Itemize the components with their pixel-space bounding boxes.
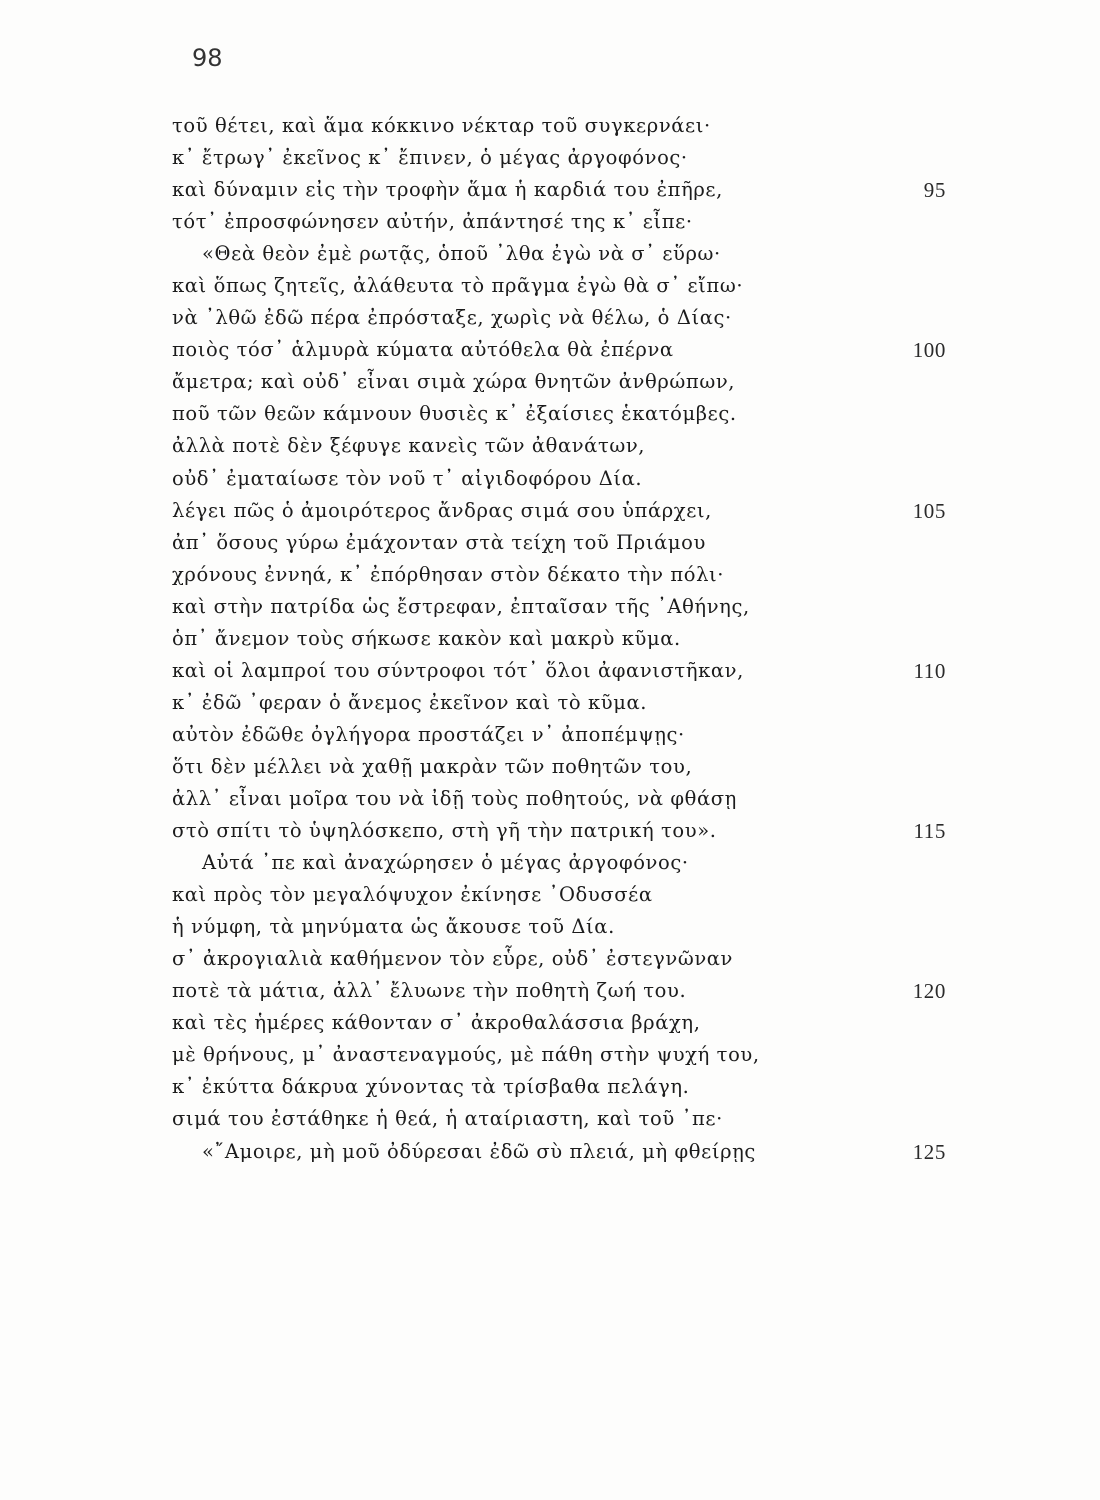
verse-text: ἡ νύμφη, τὰ μηνύματα ὡς ἄκουσε τοῦ Δία. (172, 915, 615, 939)
verse-line (172, 623, 952, 655)
verse-line (172, 911, 952, 943)
verse-line (172, 719, 952, 751)
verse-text: σιμά του ἐστάθηκε ἡ θεά, ἡ αταίριαστη, καὶ τοῦ ᾽πε· (172, 1107, 723, 1131)
verse-line (172, 687, 952, 719)
verse-text: ἀλλὰ ποτὲ δὲν ξέφυγε κανεὶς τῶν ἀθανάτων, (172, 434, 646, 458)
verse-line (172, 334, 952, 366)
verse-line (172, 1007, 952, 1039)
verse-line (172, 366, 952, 398)
verse-text: καὶ δύναμιν εἰς τὴν τροφὴν ἅμα ἡ καρδιά του ἐπῆρε, (172, 178, 723, 202)
verse-text: κ᾽ ἔτρωγ᾽ ἐκεῖνος κ᾽ ἔπινεν, ὁ μέγας ἀργοφόνος· (172, 146, 688, 170)
verse-text: καὶ οἱ λαμπροί του σύντροφοι τότ᾽ ὅλοι ἀφανιστῆκαν, (172, 658, 744, 682)
verse-text: καὶ τὲς ἡμέρες κάθονταν σ᾽ ἀκροθαλάσσια βράχη, (172, 1011, 701, 1035)
line-number: 100 (912, 338, 946, 363)
line-number: 110 (913, 658, 946, 683)
verse-text: ποιὸς τόσ᾽ ἁλμυρὰ κύματα αὐτόθελα θὰ ἐπέρνα (172, 338, 674, 362)
verse-text: καὶ πρὸς τὸν μεγαλόψυχον ἐκίνησε ᾽Οδυσσέα (172, 883, 653, 907)
verse-text: κ᾽ ἐκύττα δάκρυα χύνοντας τὰ τρίσβαθα πελάγη. (172, 1075, 690, 1099)
verse-line (172, 1136, 952, 1168)
verse-text: νὰ ᾽λθῶ ἐδῶ πέρα ἐπρόσταξε, χωρὶς νὰ θέλω, ὁ Δίας· (172, 306, 732, 330)
verse-block (172, 110, 952, 1168)
verse-text: χρόνους ἐννηά, κ᾽ ἐπόρθησαν στὸν δέκατο τὴν πόλι· (172, 562, 725, 586)
verse-text: μὲ θρήνους, μ᾽ ἀναστεναγμούς, μὲ πάθη στὴν ψυχή του, (172, 1043, 760, 1067)
verse-line (172, 783, 952, 815)
verse-text: λέγει πῶς ὁ ἀμοιρότερος ἄνδρας σιμά σου ὑπάρχει, (172, 498, 712, 522)
verse-text: «Θεὰ θεὸν ἐμὲ ρωτᾷς, ὁποῦ ᾽λθα ἐγὼ νὰ σ᾽ εὕρω· (202, 242, 721, 266)
verse-line (172, 110, 952, 142)
verse-line (172, 1039, 952, 1071)
line-number: 125 (912, 1139, 946, 1164)
line-number: 95 (923, 178, 946, 203)
verse-text: σ᾽ ἀκρογιαλιὰ καθήμενον τὸν εὗρε, οὐδ᾽ ἐστεγνῶναν (172, 947, 733, 971)
verse-text: ὅτι δὲν μέλλει νὰ χαθῇ μακρὰν τῶν ποθητῶν του, (172, 754, 693, 778)
verse-line (172, 1071, 952, 1103)
verse-text: ὁπ᾽ ἄνεμον τοὺς σήκωσε κακὸν καὶ μακρὺ κῦμα. (172, 626, 681, 650)
verse-line (172, 1103, 952, 1135)
verse-line (172, 238, 952, 270)
line-number: 120 (912, 979, 946, 1004)
verse-line (172, 495, 952, 527)
verse-line (172, 655, 952, 687)
verse-line (172, 559, 952, 591)
verse-line (172, 206, 952, 238)
verse-line (172, 430, 952, 462)
verse-line (172, 591, 952, 623)
verse-text: αὐτὸν ἐδῶθε ὀγλήγορα προστάζει ν᾽ ἀποπέμψῃς· (172, 722, 685, 746)
verse-text: καὶ στὴν πατρίδα ὡς ἔστρεφαν, ἐπταῖσαν τῆς ᾽Αθήνης, (172, 594, 750, 618)
verse-text: στὸ σπίτι τὸ ὑψηλόσκεπο, στὴ γῆ τὴν πατρική του». (172, 819, 717, 843)
verse-text: ἀλλ᾽ εἶναι μοῖρα του νὰ ἰδῇ τοὺς ποθητούς, νὰ φθάσῃ (172, 786, 737, 810)
verse-text: ποῦ τῶν θεῶν κάμνουν θυσιὲς κ᾽ ἐξαίσιες ἑκατόμβες. (172, 402, 737, 426)
verse-text: Αὐτά ᾽πε καὶ ἀναχώρησεν ὁ μέγας ἀργοφόνος· (202, 851, 689, 875)
verse-text: ποτὲ τὰ μάτια, ἀλλ᾽ ἔλυωνε τὴν ποθητὴ ζωή του. (172, 979, 687, 1003)
verse-line (172, 975, 952, 1007)
verse-text: καὶ ὅπως ζητεῖς, ἀλάθευτα τὸ πρᾶγμα ἐγὼ θὰ σ᾽ εἴπω· (172, 274, 744, 298)
verse-text: τοῦ θέτει, καὶ ἅμα κόκκινο νέκταρ τοῦ συγκερνάει· (172, 114, 711, 137)
verse-line (172, 142, 952, 174)
verse-line (172, 879, 952, 911)
verse-line (172, 815, 952, 847)
verse-line (172, 398, 952, 430)
page-number: 98 (192, 44, 223, 72)
verse-line (172, 270, 952, 302)
verse-text: κ᾽ ἐδῶ ᾽φεραν ὁ ἄνεμος ἐκεῖνον καὶ τὸ κῦμα. (172, 690, 648, 714)
verse-line (172, 751, 952, 783)
line-number: 115 (913, 819, 946, 844)
verse-line (172, 847, 952, 879)
verse-text: ἄμετρα; καὶ οὐδ᾽ εἶναι σιμὰ χώρα θνητῶν ἀνθρώπων, (172, 370, 736, 394)
verse-text: οὐδ᾽ ἐματαίωσε τὸν νοῦ τ᾽ αἰγιδοφόρου Δία. (172, 466, 643, 490)
verse-text: ἀπ᾽ ὅσους γύρω ἐμάχονταν στὰ τείχη τοῦ Πριάμου (172, 530, 706, 554)
verse-text: «῎Αμοιρε, μὴ μοῦ ὀδύρεσαι ἐδῶ σὺ πλειά, μὴ φθείρῃς (202, 1139, 756, 1163)
verse-line (172, 174, 952, 206)
verse-line (172, 463, 952, 495)
verse-line (172, 943, 952, 975)
line-number: 105 (912, 498, 946, 523)
verse-text: τότ᾽ ἐπροσφώνησεν αὐτήν, ἀπάντησέ της κ᾽ εἶπε· (172, 210, 693, 234)
verse-line (172, 302, 952, 334)
verse-line (172, 527, 952, 559)
